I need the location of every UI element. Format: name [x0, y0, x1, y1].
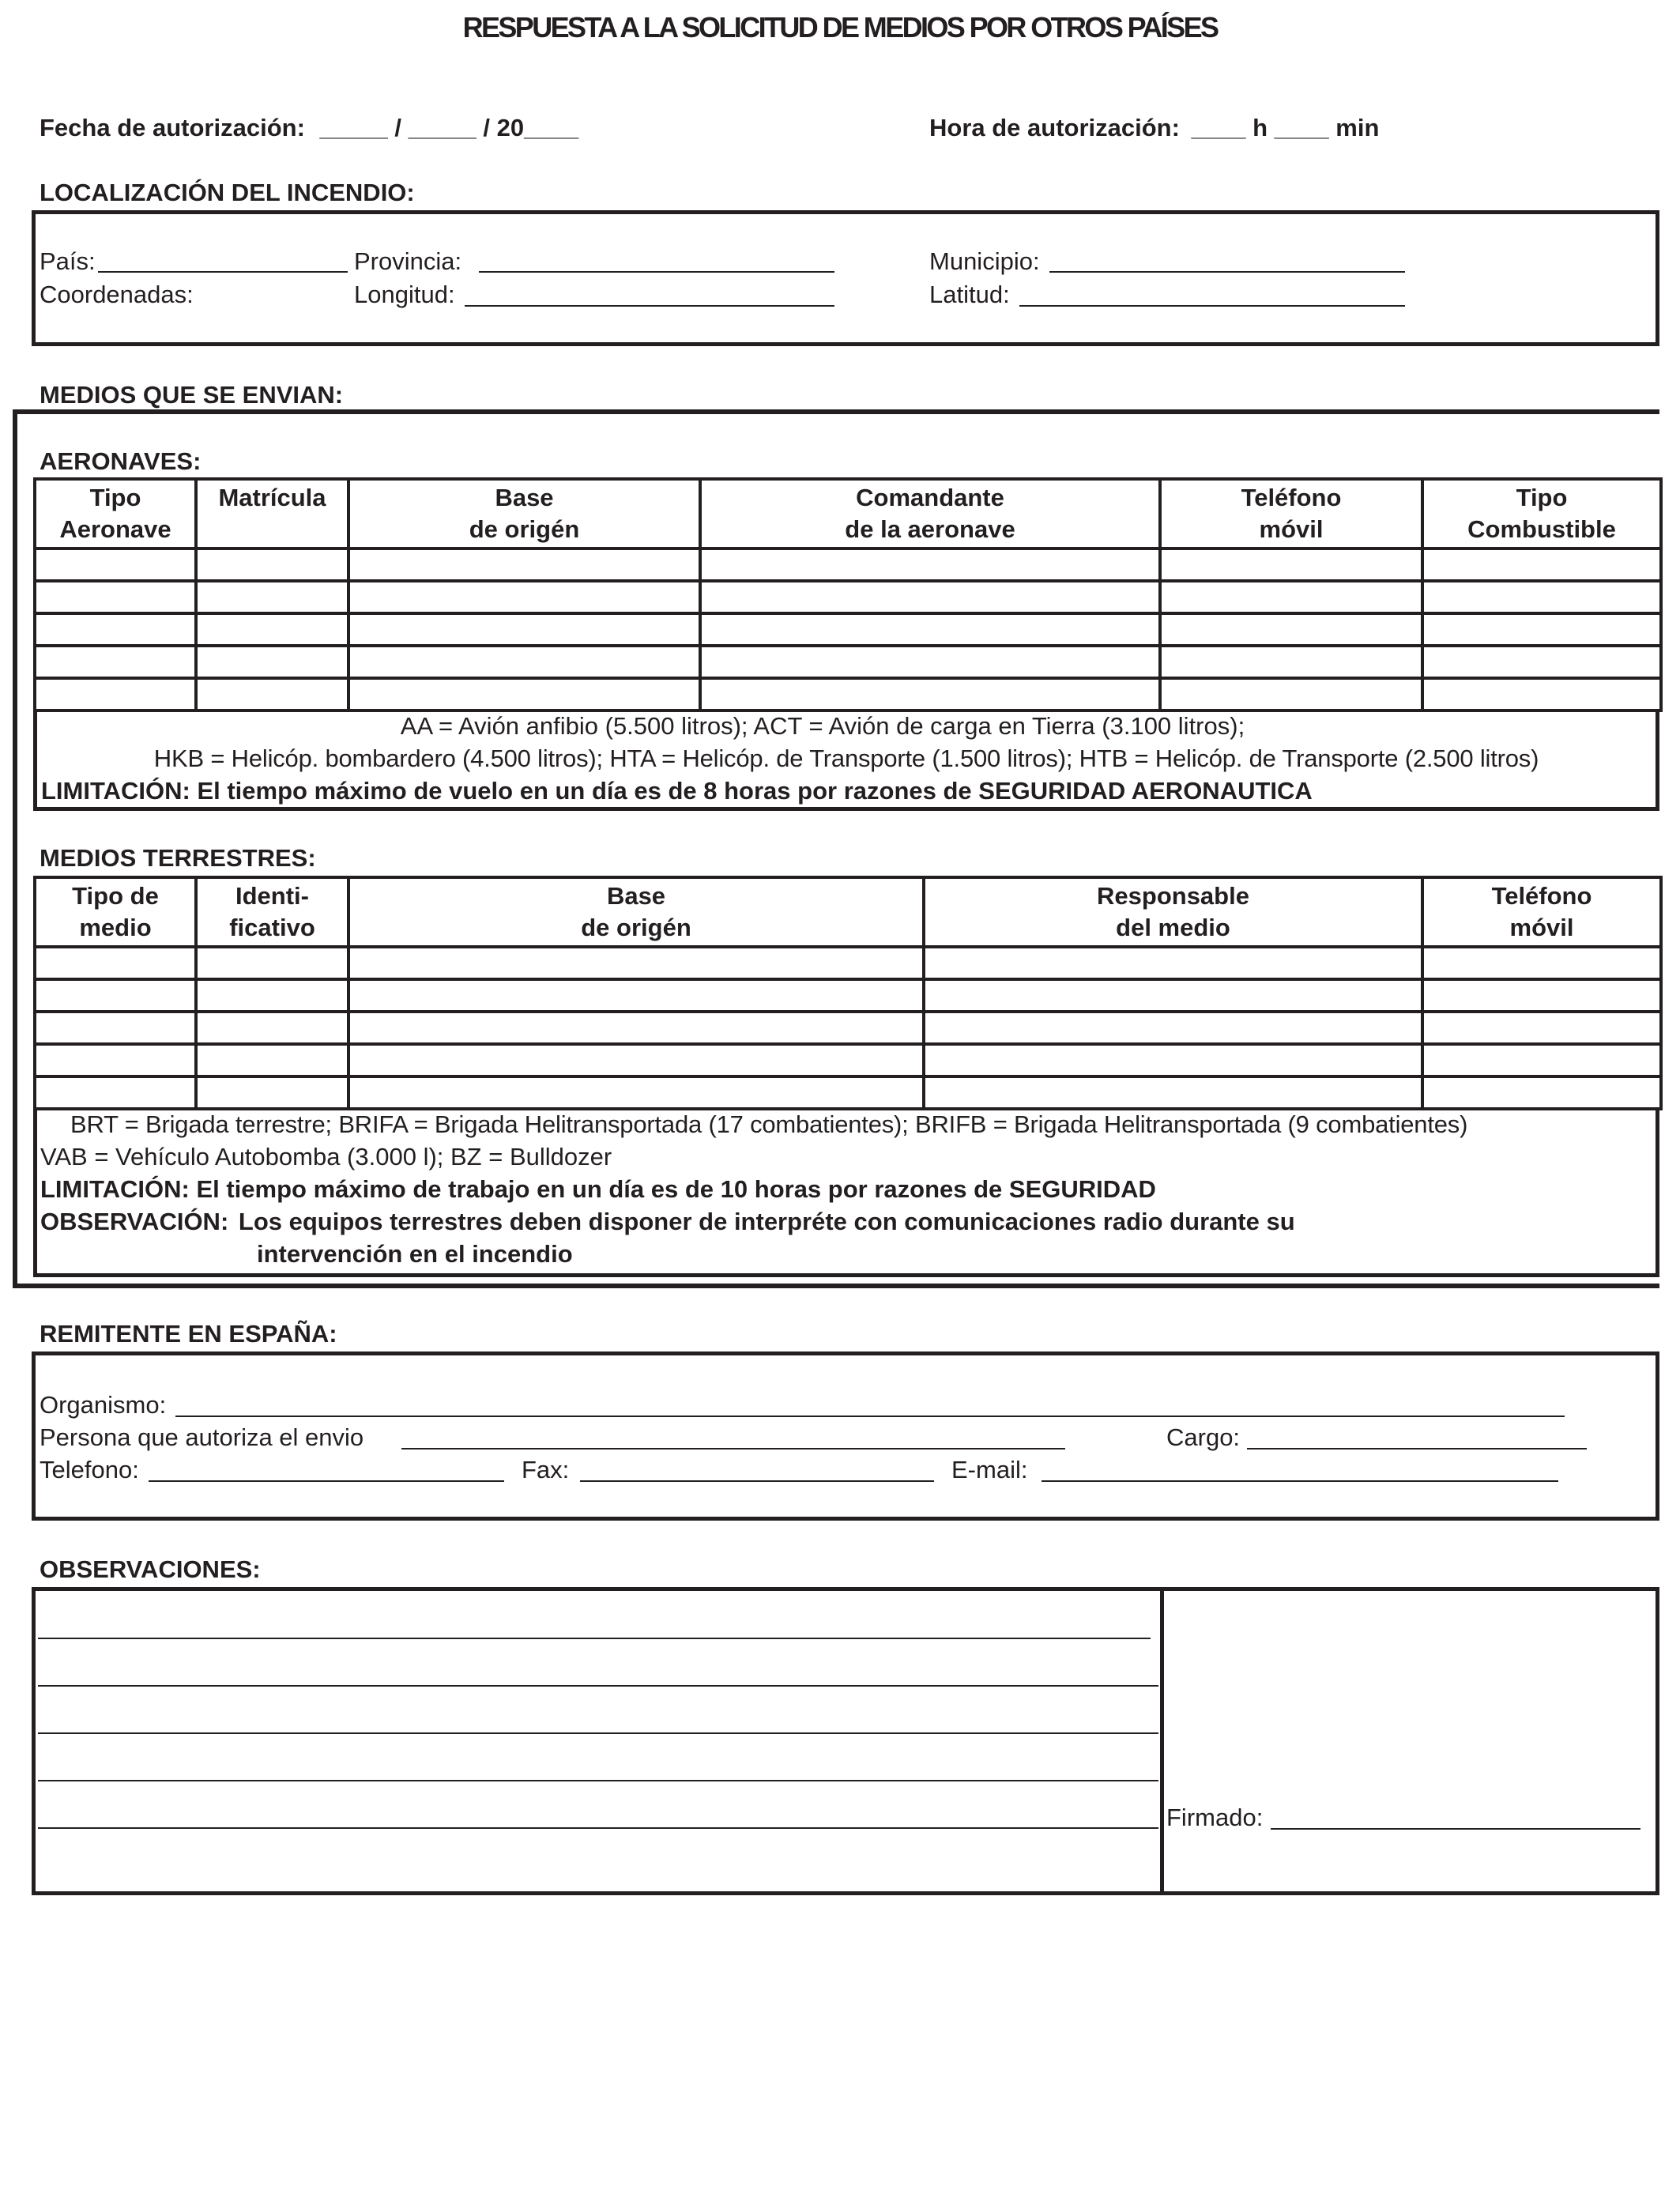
observation-text-1: Los equipos terrestres deben disponer de interpréte con comunicaciones radio durante su: [238, 1208, 1295, 1235]
observation-label: OBSERVACIÓN:: [40, 1208, 229, 1235]
table-cell[interactable]: [196, 947, 348, 979]
col-base-origen: Base de origén: [348, 877, 924, 947]
table-cell[interactable]: [348, 581, 700, 613]
longitud-label: Longitud:: [354, 281, 455, 308]
table-row: [35, 947, 1661, 979]
table-cell[interactable]: [348, 548, 700, 581]
col-comandante: Comandante de la aeronave: [700, 479, 1160, 548]
table-cell[interactable]: [35, 947, 196, 979]
table-cell[interactable]: [35, 548, 196, 581]
table-cell[interactable]: [1422, 1044, 1661, 1076]
table-cell[interactable]: [1160, 581, 1422, 613]
table-cell[interactable]: [1160, 613, 1422, 646]
col-tipo-combustible: Tipo Combustible: [1422, 479, 1661, 548]
table-cell[interactable]: [35, 1076, 196, 1109]
medios-top-rule: [13, 409, 1659, 414]
date-label: Fecha de autorización:: [40, 114, 305, 141]
col-responsable: Responsable del medio: [924, 877, 1422, 947]
aeronaves-table: [33, 477, 1663, 712]
persona-field[interactable]: [401, 1448, 1065, 1449]
terrestres-observation: [37, 1205, 1656, 1238]
aeronaves-heading: AERONAVES:: [40, 447, 202, 475]
table-cell[interactable]: [35, 1044, 196, 1076]
table-cell[interactable]: [1160, 646, 1422, 678]
table-cell[interactable]: [35, 646, 196, 678]
table-cell[interactable]: [700, 646, 1160, 678]
col-matricula: Matrícula: [196, 479, 348, 548]
aeronaves-limitation: LIMITACIÓN: El tiempo máximo de vuelo en un día es de 8 horas por razones de SEGURIDAD AERONAUTICA: [41, 777, 1313, 805]
table-cell[interactable]: [196, 581, 348, 613]
table-cell[interactable]: [1422, 947, 1661, 979]
observaciones-line[interactable]: [38, 1827, 1158, 1829]
location-box: [32, 210, 1659, 346]
fax-field[interactable]: [580, 1480, 934, 1482]
remitente-heading: REMITENTE EN ESPAÑA:: [40, 1320, 337, 1348]
pais-field[interactable]: [98, 271, 348, 273]
table-cell[interactable]: [196, 548, 348, 581]
table-cell[interactable]: [924, 979, 1422, 1012]
table-cell[interactable]: [1422, 1012, 1661, 1044]
firmado-label: Firmado:: [1166, 1804, 1264, 1831]
provincia-field[interactable]: [479, 271, 834, 273]
observaciones-heading: OBSERVACIONES:: [40, 1555, 261, 1583]
email-field[interactable]: [1042, 1480, 1558, 1482]
time-label: Hora de autorización:: [929, 114, 1180, 141]
terrestres-header-row: [35, 877, 1661, 947]
table-cell[interactable]: [1422, 678, 1661, 711]
table-cell[interactable]: [1422, 581, 1661, 613]
table-cell[interactable]: [35, 678, 196, 711]
table-cell[interactable]: [196, 1012, 348, 1044]
aeronaves-legend-line-1: AA = Avión anfibio (5.500 litros); ACT = Avión de carga en Tierra (3.100 litros);: [400, 712, 1245, 740]
observaciones-line[interactable]: [38, 1780, 1158, 1781]
table-cell[interactable]: [348, 1076, 924, 1109]
persona-label: Persona que autoriza el envio: [40, 1423, 364, 1451]
table-cell[interactable]: [700, 548, 1160, 581]
table-cell[interactable]: [35, 581, 196, 613]
table-cell[interactable]: [700, 581, 1160, 613]
medios-heading: MEDIOS QUE SE ENVIAN:: [40, 381, 344, 409]
table-cell[interactable]: [348, 1044, 924, 1076]
table-cell[interactable]: [196, 646, 348, 678]
medios-left-rule: [13, 409, 17, 1288]
aeronaves-legend: [33, 710, 1659, 811]
table-cell[interactable]: [1422, 646, 1661, 678]
aeronaves-header-row: [35, 479, 1661, 548]
table-row: [35, 1076, 1661, 1109]
organismo-label: Organismo:: [40, 1391, 167, 1419]
email-label: E-mail:: [951, 1456, 1028, 1483]
table-cell[interactable]: [1422, 1076, 1661, 1109]
authorization-date: [40, 114, 578, 142]
observaciones-line[interactable]: [38, 1685, 1158, 1687]
col-tipo-aeronave: Tipo Aeronave: [35, 479, 196, 548]
firma-field[interactable]: [1271, 1828, 1640, 1830]
observaciones-divider: [1160, 1587, 1164, 1895]
authorization-time: [929, 114, 1379, 142]
table-cell[interactable]: [196, 1076, 348, 1109]
table-row: [35, 548, 1661, 581]
medios-bottom-rule: [13, 1284, 1659, 1288]
table-cell[interactable]: [924, 1076, 1422, 1109]
date-field[interactable]: _____ / _____ / 20____: [319, 114, 579, 141]
observaciones-box: [32, 1587, 1659, 1895]
terrestres-legend: [33, 1108, 1659, 1277]
municipio-label: Municipio:: [929, 247, 1040, 275]
provincia-label: Provincia:: [354, 247, 462, 275]
terrestres-limitation: LIMITACIÓN: El tiempo máximo de trabajo en un día es de 10 horas por razones de SEGURIDAD: [40, 1175, 1156, 1203]
table-cell[interactable]: [1422, 613, 1661, 646]
pais-label: País:: [40, 247, 96, 275]
table-cell[interactable]: [924, 1044, 1422, 1076]
observation-text-2: intervención en el incendio: [257, 1240, 573, 1268]
table-cell[interactable]: [196, 979, 348, 1012]
table-cell[interactable]: [700, 678, 1160, 711]
table-cell[interactable]: [924, 1012, 1422, 1044]
terrestres-table: [33, 876, 1663, 1110]
table-cell[interactable]: [348, 646, 700, 678]
table-cell[interactable]: [35, 1012, 196, 1044]
table-cell[interactable]: [348, 947, 924, 979]
table-cell[interactable]: [1422, 548, 1661, 581]
cargo-label: Cargo:: [1166, 1423, 1241, 1451]
table-row: [35, 646, 1661, 678]
terrestres-heading: MEDIOS TERRESTRES:: [40, 844, 316, 872]
time-field[interactable]: ____ h ____ min: [1191, 114, 1380, 141]
table-cell[interactable]: [196, 1044, 348, 1076]
page-title: RESPUESTA A LA SOLICITUD DE MEDIOS POR OTROS PAÍSES: [462, 11, 1218, 43]
fax-label: Fax:: [522, 1456, 570, 1483]
col-identificativo: Identi- ficativo: [196, 877, 348, 947]
table-row: [35, 979, 1661, 1012]
table-row: [35, 613, 1661, 646]
col-telefono-movil: Teléfono móvil: [1160, 479, 1422, 548]
terrestres-legend-line-2: VAB = Vehículo Autobomba (3.000 l); BZ = Bulldozer: [40, 1143, 612, 1171]
coordenadas-label: Coordenadas:: [40, 281, 194, 308]
table-cell[interactable]: [1160, 678, 1422, 711]
table-cell[interactable]: [348, 979, 924, 1012]
aeronaves-legend-line-2: HKB = Helicóp. bombardero (4.500 litros); HTA = Helicóp. de Transporte (1.500 litros); HTB = Helicóp. de Transporte (2.500 litros): [153, 745, 1539, 772]
table-cell[interactable]: [348, 678, 700, 711]
table-cell[interactable]: [924, 947, 1422, 979]
organismo-field[interactable]: [175, 1416, 1565, 1417]
table-row: [35, 581, 1661, 613]
table-cell[interactable]: [196, 613, 348, 646]
table-row: [35, 678, 1661, 711]
telefono-label: Telefono:: [40, 1456, 139, 1483]
latitud-label: Latitud:: [929, 281, 1010, 308]
table-cell[interactable]: [35, 613, 196, 646]
table-cell[interactable]: [700, 613, 1160, 646]
location-heading: LOCALIZACIÓN DEL INCENDIO:: [40, 179, 415, 206]
longitud-field[interactable]: [465, 305, 834, 307]
telefono-field[interactable]: [149, 1480, 504, 1482]
table-row: [35, 1012, 1661, 1044]
observaciones-line[interactable]: [38, 1638, 1151, 1639]
table-cell[interactable]: [35, 979, 196, 1012]
observaciones-line[interactable]: [38, 1732, 1158, 1734]
latitud-field[interactable]: [1019, 305, 1405, 307]
table-cell[interactable]: [348, 613, 700, 646]
col-telefono-movil: Teléfono móvil: [1422, 877, 1661, 947]
table-cell[interactable]: [196, 678, 348, 711]
terrestres-legend-line-1: BRT = Brigada terrestre; BRIFA = Brigada Helitransportada (17 combatientes); BRIFB = Brigada Helitransportada (9 combatientes): [70, 1110, 1468, 1138]
table-row: [35, 1044, 1661, 1076]
col-tipo-medio: Tipo de medio: [35, 877, 196, 947]
table-cell[interactable]: [348, 1012, 924, 1044]
cargo-field[interactable]: [1247, 1448, 1587, 1449]
table-cell[interactable]: [1160, 548, 1422, 581]
col-base-origen: Base de origén: [348, 479, 700, 548]
table-cell[interactable]: [1422, 979, 1661, 1012]
municipio-field[interactable]: [1049, 271, 1405, 273]
